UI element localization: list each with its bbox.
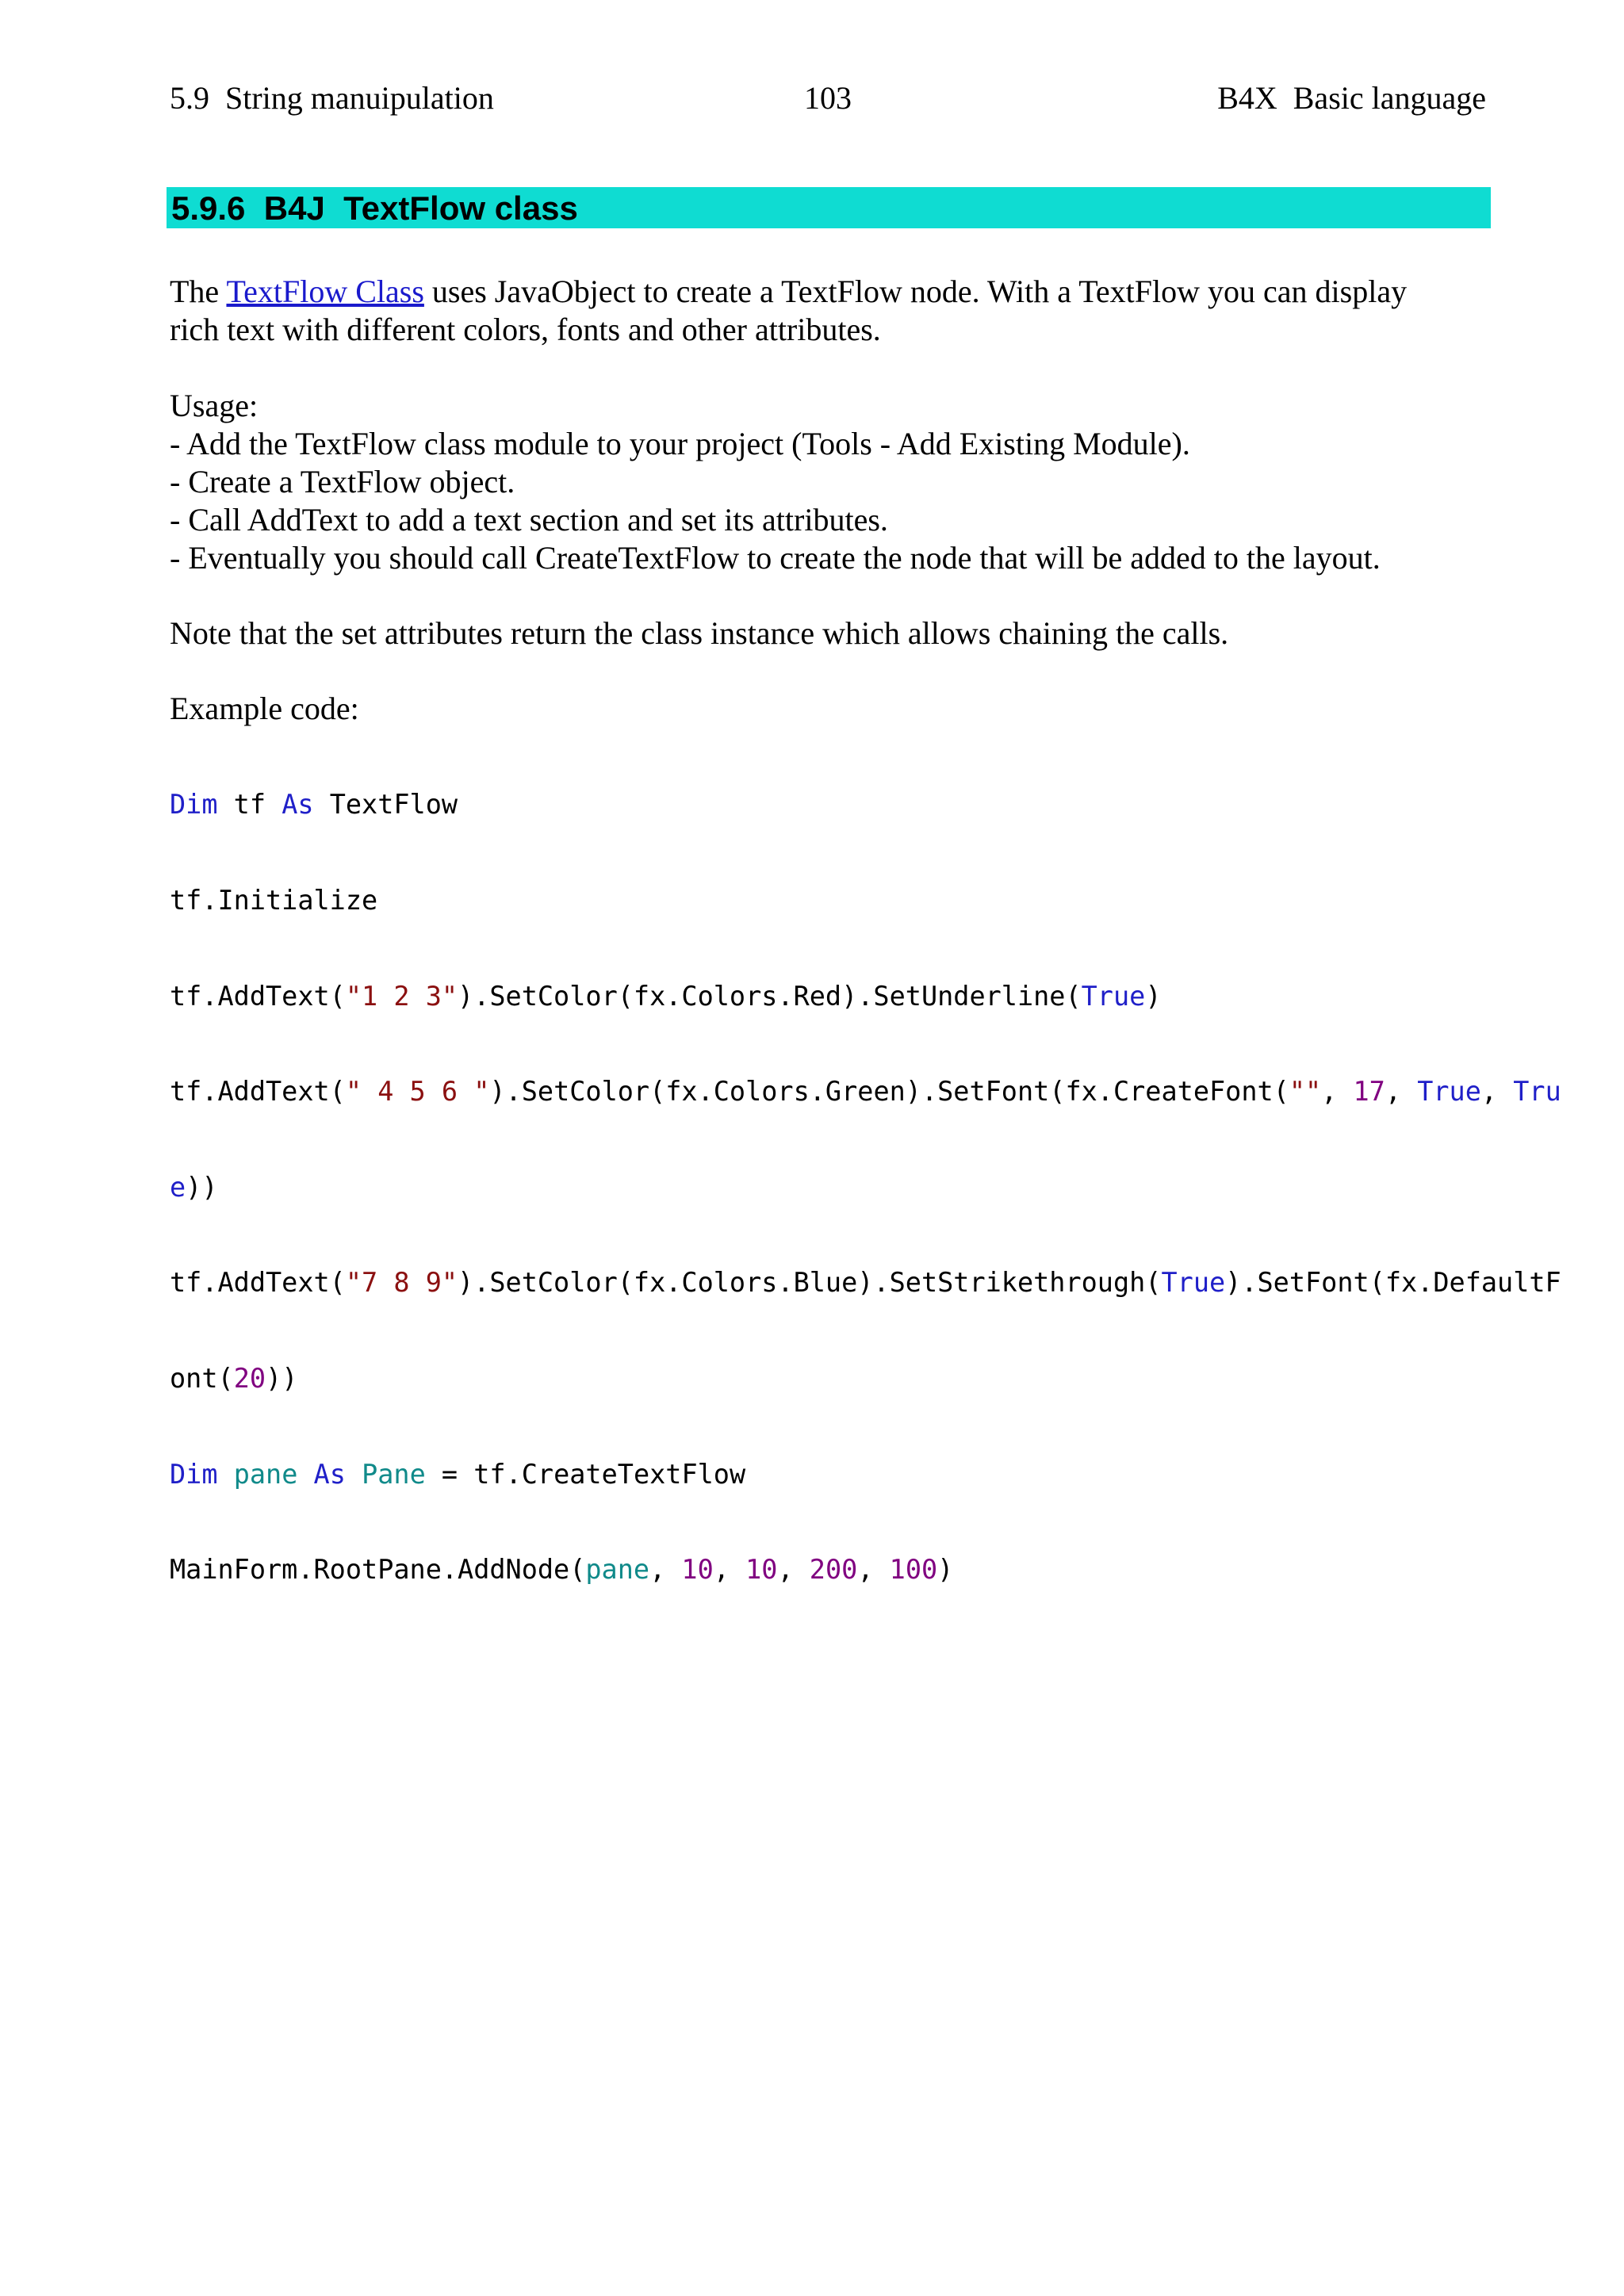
example-label-text: Example code: <box>170 691 359 726</box>
code-keyword: True <box>1417 1076 1481 1108</box>
code-text: ).SetColor(fx.Colors.Blue).SetStrikethrough( <box>458 1267 1162 1299</box>
header-book-title: B4X Basic language <box>1217 80 1486 116</box>
intro-line-1-rest: uses JavaObject to create a TextFlow node. With a TextFlow you can display <box>423 274 1408 309</box>
code-line <box>170 1267 1561 1299</box>
example-label <box>170 690 1502 728</box>
code-keyword: Dim <box>170 1458 218 1490</box>
code-text: tf.Initialize <box>170 885 378 916</box>
intro-prefix: The <box>170 274 227 309</box>
code-keyword: As <box>282 789 314 821</box>
code-text: ) <box>1145 980 1162 1012</box>
code-text: , <box>857 1554 890 1586</box>
code-text: ).SetColor(fx.Colors.Red).SetUnderline( <box>458 980 1082 1012</box>
code-text: )) <box>266 1362 298 1394</box>
note-paragraph <box>170 614 1502 652</box>
code-text: tf.AddText( <box>170 1076 346 1108</box>
code-text: MainForm.RootPane.AddNode( <box>170 1554 586 1586</box>
usage-title: Usage: <box>170 388 259 423</box>
code-identifier: pane <box>585 1554 650 1586</box>
code-text <box>346 1459 362 1490</box>
code-text: TextFlow <box>313 789 458 821</box>
code-number: 100 <box>889 1554 938 1586</box>
code-text: tf.AddText( <box>170 980 346 1012</box>
usage-item: - Create a TextFlow object. <box>170 464 515 499</box>
code-number: 200 <box>809 1554 858 1586</box>
usage-item: - Add the TextFlow class module to your project (Tools - Add Existing Module). <box>170 426 1190 461</box>
code-text: , <box>649 1554 682 1586</box>
code-string: " 4 5 6 " <box>345 1076 490 1108</box>
code-string: "" <box>1289 1076 1322 1108</box>
intro-line-1 <box>170 273 1502 311</box>
code-line <box>170 981 1518 1012</box>
code-line <box>170 1076 1561 1108</box>
code-text: , <box>777 1554 810 1586</box>
code-block <box>170 725 1561 1650</box>
usage-item: - Eventually you should call CreateTextFlow to create the node that will be added to the layout. <box>170 540 1381 576</box>
code-keyword: True <box>1161 1267 1226 1299</box>
code-text <box>297 1459 313 1490</box>
code-text: , <box>1480 1076 1514 1108</box>
intro-paragraph <box>170 273 1502 349</box>
code-text: ).SetColor(fx.Colors.Green).SetFont(fx.CreateFont( <box>489 1076 1289 1108</box>
code-number: 10 <box>681 1554 714 1586</box>
code-keyword: Dim <box>170 789 218 821</box>
usage-block <box>170 387 1502 577</box>
code-number: 20 <box>233 1362 266 1394</box>
code-keyword: Tru <box>1513 1076 1561 1108</box>
code-line <box>170 1554 1518 1586</box>
code-text: ont( <box>170 1362 234 1394</box>
note-text: Note that the set attributes return the class instance which allows chaining the calls. <box>170 615 1229 651</box>
code-line <box>170 885 1518 916</box>
header-chapter: 5.9 String manuipulation <box>170 80 494 116</box>
code-string: "7 8 9" <box>345 1267 458 1299</box>
code-line <box>170 789 1518 821</box>
code-text: )) <box>186 1171 218 1203</box>
textflow-class-link[interactable]: TextFlow Class <box>226 274 424 309</box>
code-text: tf <box>217 789 282 821</box>
code-text: tf.AddText( <box>170 1267 346 1299</box>
intro-line-2: rich text with different colors, fonts and other attributes. <box>170 312 881 347</box>
code-keyword: e <box>170 1171 186 1203</box>
code-keyword: As <box>313 1458 346 1490</box>
code-text: = tf.CreateTextFlow <box>425 1458 746 1490</box>
code-text <box>218 1459 234 1490</box>
code-text: ) <box>937 1554 954 1586</box>
code-string: "1 2 3" <box>345 980 458 1012</box>
code-text: ).SetFont(fx.DefaultF <box>1225 1267 1561 1299</box>
usage-item: - Call AddText to add a text section and set its attributes. <box>170 502 888 538</box>
code-type: Pane <box>362 1458 426 1490</box>
code-line <box>170 1363 1518 1395</box>
running-header <box>170 76 1486 121</box>
header-page-number: 103 <box>804 80 852 116</box>
section-heading: 5.9.6 B4J TextFlow class <box>167 187 1491 228</box>
code-line <box>170 1172 1518 1203</box>
code-text: , <box>1321 1076 1354 1108</box>
code-number: 17 <box>1353 1076 1385 1108</box>
code-text: , <box>1385 1076 1418 1108</box>
code-number: 10 <box>745 1554 778 1586</box>
code-line <box>170 1459 1518 1490</box>
code-text: , <box>713 1554 746 1586</box>
code-identifier: pane <box>233 1458 298 1490</box>
code-keyword: True <box>1081 980 1146 1012</box>
